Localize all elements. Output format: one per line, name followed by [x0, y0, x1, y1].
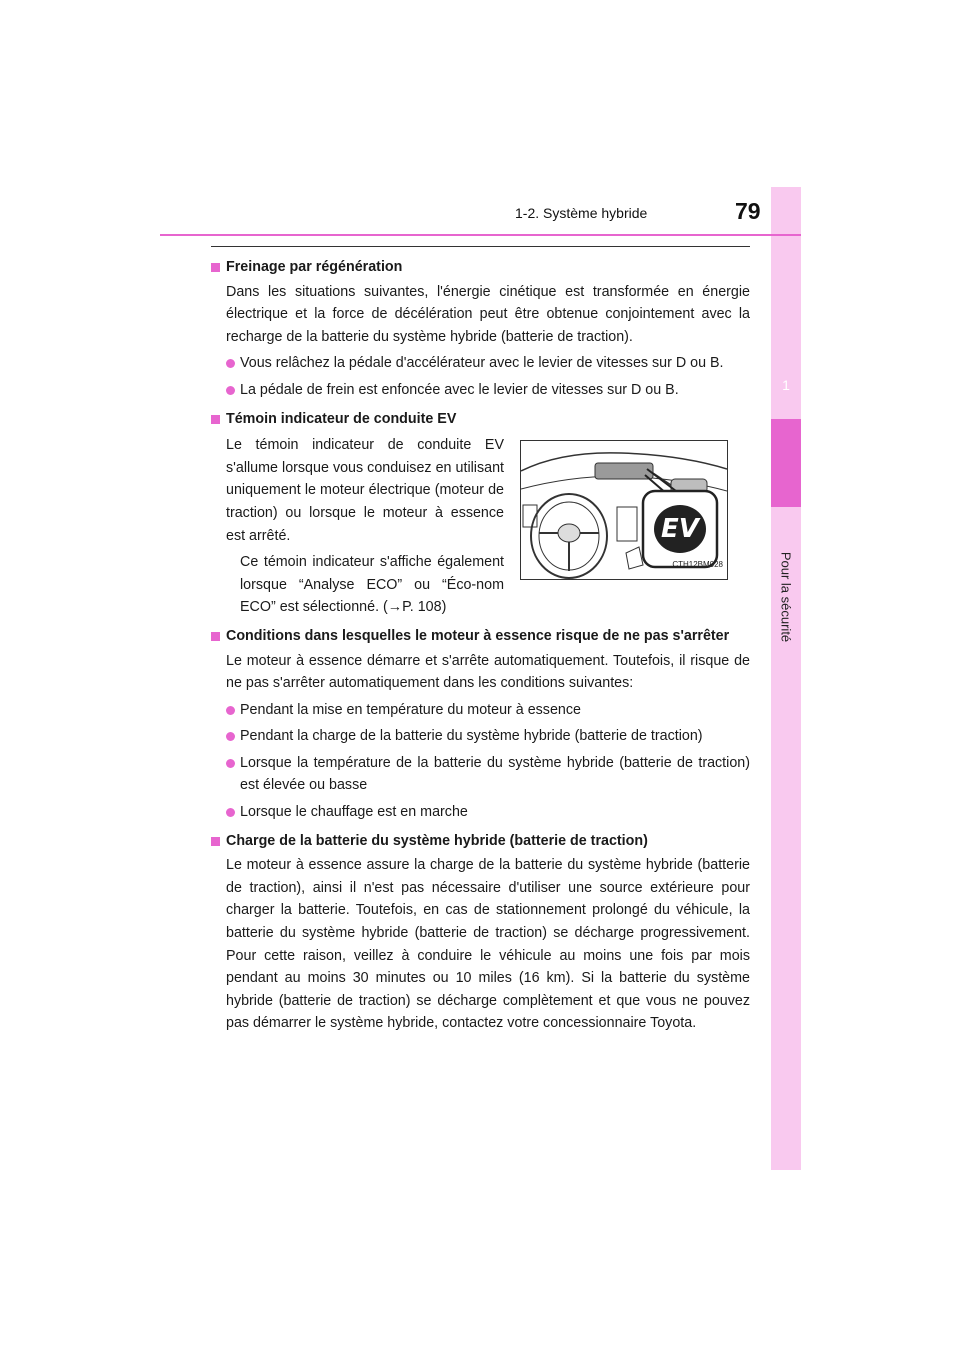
heading-engine-stop: Conditions dans lesquelles le moteur à essence risque de ne pas s'arrêter: [211, 625, 750, 648]
ev-block: [226, 434, 750, 619]
round-bullet-icon: [226, 732, 235, 741]
heading-battery-charge: Charge de la batterie du système hybride (batterie de traction): [211, 830, 750, 853]
heading-ev-indicator: Témoin indicateur de conduite EV: [211, 408, 750, 431]
content-rule: [211, 246, 750, 247]
running-header: 1-2. Système hybride: [515, 205, 648, 221]
header-rule: [160, 234, 801, 236]
chapter-label: Pour la sécurité: [778, 551, 794, 643]
regen-body: Dans les situations suivantes, l'énergie cinétique est transformée en énergie électrique et la force de décélération peut être obtenue conjointement avec la recharge de la batterie du système hybride (batterie de traction).: [226, 283, 750, 345]
ev-note: Ce témoin indicateur s'affiche également lorsque “Analyse ECO” ou “Éco-nom ECO” est sélectionné. (→P. 108): [240, 554, 504, 616]
dashboard-illustration: [520, 440, 728, 580]
ev-icon-label: EV: [661, 514, 699, 545]
page-number: 79: [735, 198, 761, 224]
list-item: Pendant la mise en température du moteur à essence: [226, 699, 750, 722]
ev-text: [226, 434, 504, 619]
round-bullet-icon: [226, 706, 235, 715]
square-bullet-icon: [211, 632, 220, 641]
round-bullet-icon: [226, 759, 235, 768]
round-bullet-icon: [226, 359, 235, 368]
heading-regen: Freinage par régénération: [211, 256, 750, 279]
square-bullet-icon: [211, 837, 220, 846]
chapter-side-tab: [771, 187, 801, 1170]
round-bullet-icon: [226, 386, 235, 395]
square-bullet-icon: [211, 415, 220, 424]
list-item: Lorsque le chauffage est en marche: [226, 801, 750, 824]
square-bullet-icon: [211, 263, 220, 272]
ev-body: Le témoin indicateur de conduite EV s'allume lorsque vous conduisez en utilisant uniquement le moteur électrique (moteur de traction) ou lorsque le moteur à essence est arrêté.: [226, 437, 504, 544]
chapter-number: 1: [782, 377, 790, 393]
round-bullet-icon: [226, 808, 235, 817]
list-item: Lorsque la température de la batterie du système hybride (batterie de traction) est élevée ou basse: [226, 752, 750, 797]
chapter-number-block: [771, 419, 801, 507]
page-content: [211, 256, 750, 1035]
list-item: Vous relâchez la pédale d'accélérateur avec le levier de vitesses sur D ou B.: [226, 352, 750, 375]
list-item: La pédale de frein est enfoncée avec le levier de vitesses sur D ou B.: [226, 379, 750, 402]
charge-body: Le moteur à essence assure la charge de la batterie du système hybride (batterie de traction), ainsi il n'est pas nécessaire d'utiliser une source extérieure pour charger la batterie. Toutefois, en cas de stationnement prolongé du véhicule, la batterie du système hybride (batterie de traction) se décharge progressivement. Pour cette raison, veillez à conduire le véhicule au moins une fois par mois pendant au moins 30 minutes ou 10 miles (16 km). Si la batterie du système hybride (batterie de traction) se décharge complètement et que vous ne pouvez pas démarrer le système hybride, contactez votre concessionnaire Toyota.: [226, 857, 750, 1032]
engine-body: Le moteur à essence démarre et s'arrête automatiquement. Toutefois, il risque de ne pas s'arrêter automatiquement dans les conditions suivantes:: [226, 652, 750, 692]
list-item: Pendant la charge de la batterie du système hybride (batterie de traction): [226, 725, 750, 748]
figure-code: CTH12BM028: [672, 559, 723, 569]
